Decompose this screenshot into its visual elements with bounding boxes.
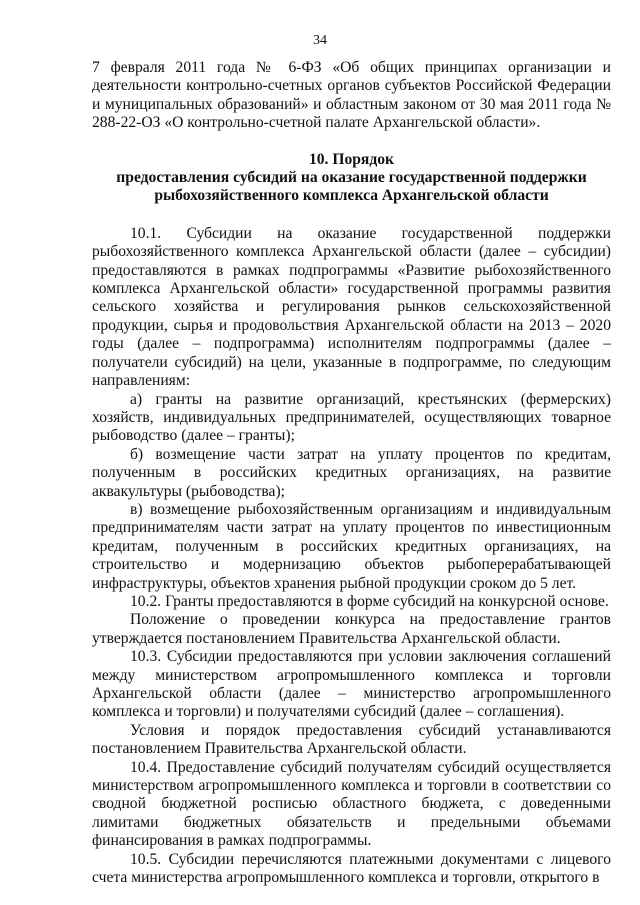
section-title-line-3: рыбохозяйственного комплекса Архангельской области	[154, 187, 549, 205]
section-title-line-2: предоставления субсидий на оказание государственной поддержки	[116, 169, 587, 187]
spacer	[92, 206, 611, 225]
page-content	[92, 59, 611, 887]
paragraph-item-b: б) возмещение части затрат на уплату процентов по кредитам, полученным в российских кредитных организациях, на развитие аквакультуры (рыбоводства);	[92, 445, 611, 500]
section-title-line-1: 10. Порядок	[308, 150, 395, 168]
paragraph-item-a: а) гранты на развитие организаций, крестьянских (фермерских) хозяйств, индивидуальных предпринимателей, осуществляющих товарное рыбоводство (далее – гранты);	[92, 390, 611, 445]
intro-paragraph: 7 февраля 2011 года № 6-ФЗ «Об общих принципах организации и деятельности контрольно-счетных органов субъектов Российской Федерации и муниципальных образований» и областным законом от 30 мая 2011 года № 288-22-ОЗ «О контрольно-счетной палате Архангельской области».	[92, 59, 611, 132]
paragraph-10-5: 10.5. Субсидии перечисляются платежными документами с лицевого счета министерства агропромышленного комплекса и торговли, открытого в	[92, 850, 611, 887]
paragraph-item-v: в) возмещение рыбохозяйственным организациям и индивидуальным предпринимателям части затрат на уплату процентов по инвестиционным кредитам, полученным в российских кредитных организациях, на строительство и модернизацию объектов рыбоперерабатывающей инфраструктуры, объектов хранения рыбной продукции сроком до 5 лет.	[92, 500, 611, 592]
paragraph-contest-regulation: Положение о проведении конкурса на предоставление грантов утверждается постановлением Правительства Архангельской области.	[92, 611, 611, 647]
paragraph-10-4: 10.4. Предоставление субсидий получателям субсидий осуществляется министерством агропромышленного комплекса и торговли в соответствии со сводной бюджетной росписью областного бюджета, с доведенными лимитами бюджетных обязательств и предельными объемами финансирования в рамках подпрограммы.	[92, 758, 611, 850]
spacer	[92, 133, 611, 151]
paragraph-conditions: Условия и порядок предоставления субсидий устанавливаются постановлением Правительства Архангельской области.	[92, 721, 611, 758]
paragraph-10-3: 10.3. Субсидии предоставляются при условии заключения соглашений между министерством агропромышленного комплекса и торговли Архангельской области (далее – министерство агропромышленного комплекса и торговли) и получателями субсидий (далее – соглашения).	[92, 648, 611, 721]
page-number: 34	[313, 33, 327, 48]
paragraph-10-1: 10.1. Субсидии на оказание государственной поддержки рыбохозяйственного комплекса Архангельской области (далее – субсидии) предоставляются в рамках подпрограммы «Развитие рыбохозяйственного комплекса Архангельской области» государственной программы развития сельского хозяйства и регулирования рынков сельскохозяйственной продукции, сырья и продовольствия Архангельской области на 2013 – 2020 годы (далее – подпрограмма) исполнителям подпрограммы (далее – получатели субсидий) на цели, указанные в подпрограмме, по следующим направлениям:	[92, 224, 611, 390]
paragraph-10-2: 10.2. Гранты предоставляются в форме субсидий на конкурсной основе.	[130, 592, 609, 610]
